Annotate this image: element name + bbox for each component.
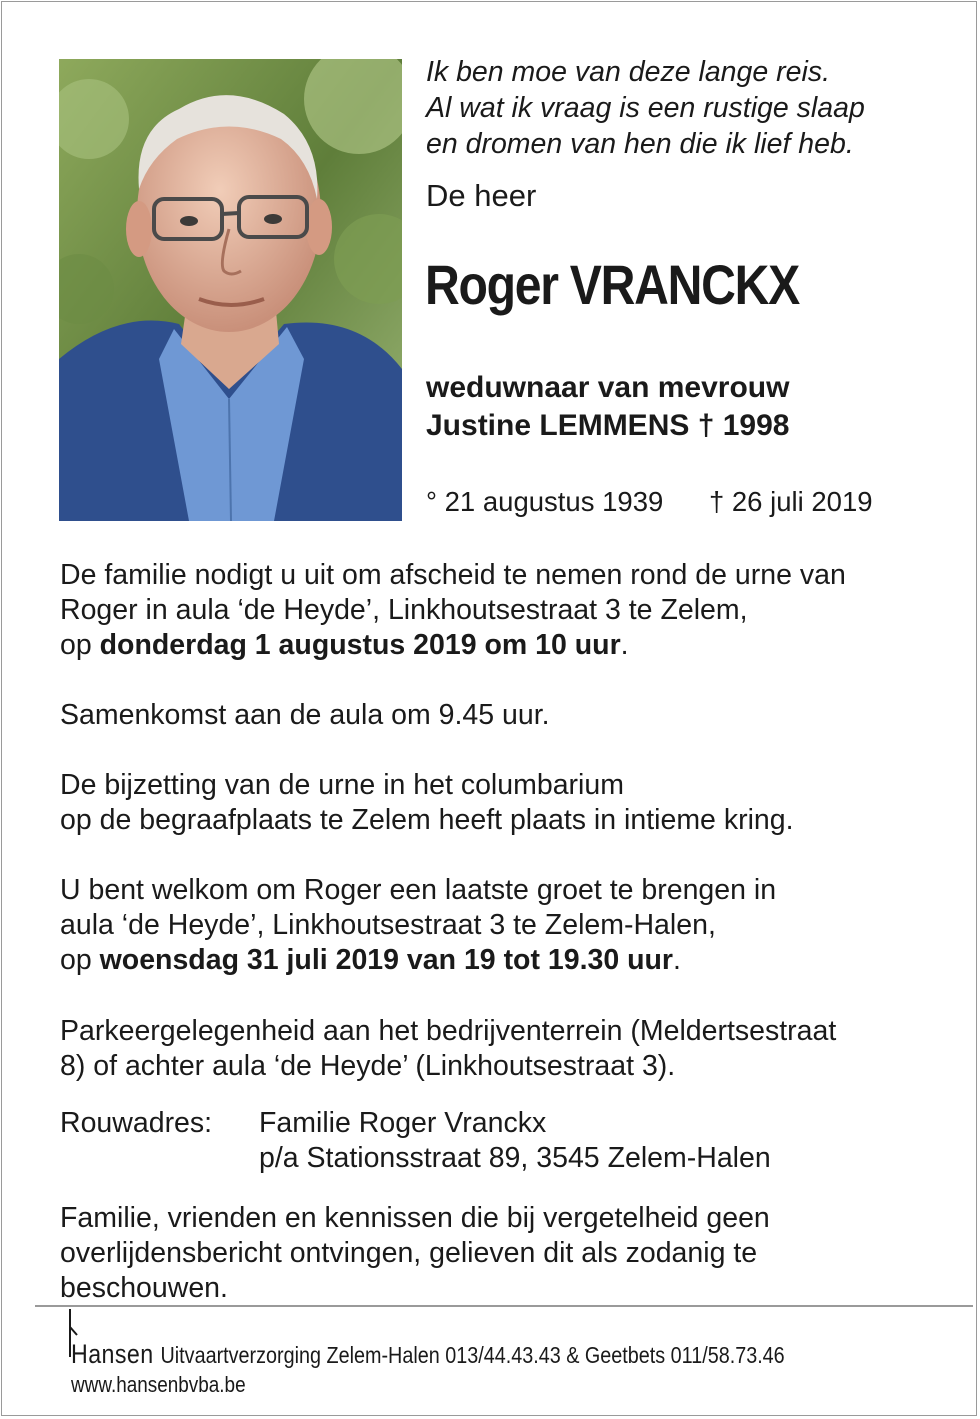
ceremony-datetime: donderdag 1 augustus 2019 om 10 uur xyxy=(99,629,621,661)
text-line xyxy=(60,628,846,663)
text-line: Familie, vrienden en kennissen die bij vergetelheid geen xyxy=(60,1202,770,1234)
gathering-paragraph: Samenkomst aan de aula om 9.45 uur. xyxy=(60,699,550,731)
website-link[interactable]: www.hansenbvba.be xyxy=(71,1372,246,1397)
spouse-line: weduwnaar van mevrouw xyxy=(426,371,790,404)
text-line: beschouwen. xyxy=(60,1272,228,1304)
address-row xyxy=(60,1141,771,1176)
invitation-paragraph xyxy=(60,558,846,663)
funeral-director-line xyxy=(71,1339,785,1370)
text-fragment: op xyxy=(60,629,100,661)
text-line: 8) of achter aula ‘de Heyde’ (Linkhoutsestraat 3). xyxy=(60,1050,676,1082)
poem-line: en dromen van hen die ik lief heb. xyxy=(426,128,854,160)
text-line: Parkeergelegenheid aan het bedrijventerrein (Meldertsestraat xyxy=(60,1015,837,1047)
text-line: overlijdensbericht ontvingen, gelieven dit als zodanig te xyxy=(60,1237,758,1269)
text-line: Roger in aula ‘de Heyde’, Linkhoutsestraat 3 te Zelem, xyxy=(60,594,748,626)
footer-divider xyxy=(35,1305,973,1307)
poem-line: Ik ben moe van deze lange reis. xyxy=(426,56,830,88)
service-info: Uitvaartverzorging Zelem-Halen 013/44.43.43 & Geetbets 011/58.73.46 xyxy=(160,1342,785,1368)
mourning-address xyxy=(60,1106,771,1176)
address-label: Rouwadres: xyxy=(60,1107,213,1139)
brand-name: Hansen xyxy=(71,1339,154,1369)
text-fragment: op xyxy=(60,944,100,976)
text-line: De familie nodigt u uit om afscheid te nemen rond de urne van xyxy=(60,559,846,591)
address-line: Familie Roger Vranckx xyxy=(259,1107,547,1139)
parking-paragraph xyxy=(60,1014,836,1084)
visitation-datetime: woensdag 31 juli 2019 van 19 tot 19.30 uur xyxy=(99,944,674,976)
text-line: De bijzetting van de urne in het columbarium xyxy=(60,769,624,801)
deceased-name: Roger VRANCKX xyxy=(425,253,799,316)
text-fragment: . xyxy=(673,944,681,976)
portrait-photo xyxy=(59,59,402,521)
death-date: † 26 juli 2019 xyxy=(708,486,873,517)
text-line xyxy=(60,943,776,978)
interment-paragraph xyxy=(60,768,794,838)
life-dates xyxy=(426,486,873,518)
poem-line: Al wat ik vraag is een rustige slaap xyxy=(426,92,865,124)
memorial-poem xyxy=(426,54,865,162)
honorific: De heer xyxy=(426,178,537,213)
address-spacer xyxy=(60,1141,259,1176)
address-row xyxy=(60,1106,771,1141)
birth-date: ° 21 augustus 1939 xyxy=(426,486,664,517)
text-line: op de begraafplaats te Zelem heeft plaats in intieme kring. xyxy=(60,804,794,836)
notice-paragraph xyxy=(60,1201,770,1306)
spouse-line: Justine LEMMENS † 1998 xyxy=(426,409,790,442)
text-line: aula ‘de Heyde’, Linkhoutsestraat 3 te Zelem-Halen, xyxy=(60,909,716,941)
spouse-info xyxy=(426,369,789,445)
visitation-paragraph xyxy=(60,873,776,978)
text-fragment: . xyxy=(620,629,629,661)
address-line: p/a Stationsstraat 89, 3545 Zelem-Halen xyxy=(259,1142,771,1174)
text-line: U bent welkom om Roger een laatste groet te brengen in xyxy=(60,874,777,906)
